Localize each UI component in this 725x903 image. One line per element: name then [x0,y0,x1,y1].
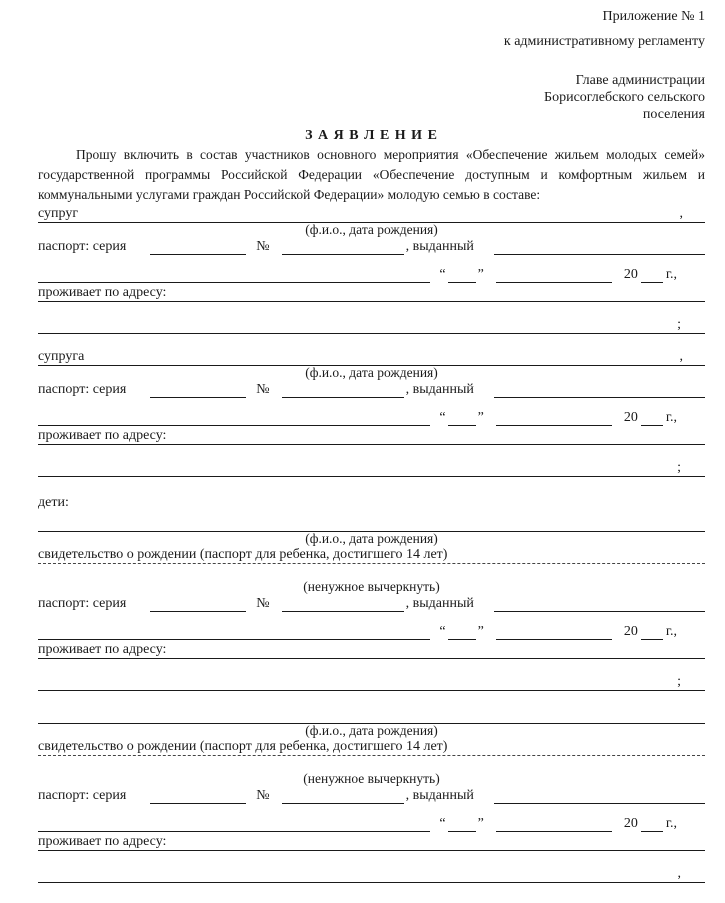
open-quote: “ [439,410,446,425]
issued-by-field [494,803,705,804]
number-sign-label: № [256,239,270,254]
address-label: проживает по адресу: [38,428,167,443]
child2-name-line [38,707,705,724]
addressee-block [38,72,705,123]
issued-by-continuation-field [38,639,430,640]
issued-by-continuation-field [38,282,430,283]
fio-hint: (ф.и.о., дата рождения) [305,531,438,546]
spouse1-passport-row [38,238,705,255]
passport-number-field [282,254,404,255]
spouse1-name-comma: , [679,206,683,221]
appendix-number-line: Приложение № 1 [602,9,705,24]
child1-birth-certificate-line [38,546,705,564]
spouse2-section [38,348,705,477]
address-label: проживает по адресу: [38,834,167,849]
year-prefix: 20 [623,410,638,425]
issued-label: , выданный [405,239,474,254]
year-suffix: г., [665,267,677,282]
issued-by-field [494,397,705,398]
issued-by-continuation-field [38,831,430,832]
spouse1-block-end-mark: ; [677,317,681,332]
spouse2-block-end-mark: ; [677,460,681,475]
year-field [641,831,663,832]
spouse2-address-continuation-line [38,459,705,477]
intro-paragraph: Прошу включить в состав участников основного мероприятия «Обеспечение жильем молодых семей» государственной программы Российской Федерации «Обеспечение доступным и комфортным жильем и коммунальными услугами граждан Российской Федерации» молодую семью в составе: [38,147,705,202]
child1-address-row [38,641,705,659]
spouse1-section [38,205,705,334]
month-field [496,425,612,426]
address-label: проживает по адресу: [38,285,167,300]
passport-series-field [150,611,246,612]
document-title: З А Я В Л Е Н И Е [305,128,438,143]
spouse1-name-line [38,205,705,223]
child1-address-continuation-line [38,673,705,691]
spouse1-issue-date-row [38,266,705,283]
close-quote: ” [477,816,484,831]
fio-hint: (ф.и.о., дата рождения) [305,365,438,380]
year-prefix: 20 [623,624,638,639]
month-field [496,831,612,832]
year-field [641,425,663,426]
child2-block-end-mark: , [677,866,681,881]
passport-series-label: паспорт: серия [38,788,127,803]
number-sign-label: № [256,788,270,803]
year-suffix: г., [665,410,677,425]
year-suffix: г., [665,624,677,639]
month-field [496,282,612,283]
year-prefix: 20 [623,267,638,282]
spouse2-name-comma: , [679,349,683,364]
strike-out-hint: (ненужное вычеркнуть) [303,771,440,786]
child1-block-end-mark: ; [677,674,681,689]
issued-by-continuation-field [38,425,430,426]
child2-section [38,707,705,883]
spouse2-passport-row [38,381,705,398]
child1-passport-row [38,595,705,612]
spouse2-issue-date-row [38,409,705,426]
spouse2-label: супруга [38,349,85,364]
child2-issue-date-row [38,815,705,832]
day-field [448,425,476,426]
open-quote: “ [439,816,446,831]
birth-certificate-label: свидетельство о рождении (паспорт для ребенка, достигшего 14 лет) [38,739,448,754]
number-sign-label: № [256,382,270,397]
issued-label: , выданный [405,788,474,803]
child2-address-continuation-line [38,865,705,883]
passport-series-field [150,254,246,255]
address-label: проживает по адресу: [38,642,167,657]
close-quote: ” [477,410,484,425]
passport-series-field [150,803,246,804]
child1-issue-date-row [38,623,705,640]
addressee-line-2: Борисоглебского сельского [544,90,705,105]
child2-birth-certificate-line [38,738,705,756]
fio-hint: (ф.и.о., дата рождения) [305,222,438,237]
day-field [448,282,476,283]
open-quote: “ [439,267,446,282]
birth-certificate-label: свидетельство о рождении (паспорт для ребенка, достигшего 14 лет) [38,547,448,562]
passport-series-label: паспорт: серия [38,596,127,611]
number-sign-label: № [256,596,270,611]
spouse2-address-row [38,427,705,445]
spouse1-address-row [38,284,705,302]
passport-series-label: паспорт: серия [38,239,127,254]
appendix-regulation-line: к административному регламенту [503,34,705,49]
passport-number-field [282,611,404,612]
month-field [496,639,612,640]
day-field [448,831,476,832]
passport-series-label: паспорт: серия [38,382,127,397]
year-prefix: 20 [623,816,638,831]
passport-number-field [282,803,404,804]
day-field [448,639,476,640]
passport-number-field [282,397,404,398]
close-quote: ” [477,624,484,639]
passport-series-field [150,397,246,398]
child2-passport-row [38,787,705,804]
addressee-line-1: Главе администрации [575,73,705,88]
year-field [641,639,663,640]
child2-address-row [38,833,705,851]
strike-out-hint: (ненужное вычеркнуть) [303,579,440,594]
addressee-line-3: поселения [642,107,705,122]
child1-name-line [38,515,705,532]
spouse1-address-continuation-line [38,316,705,334]
issued-label: , выданный [405,596,474,611]
fio-hint: (ф.и.о., дата рождения) [305,723,438,738]
spouse1-label: супруг [38,206,79,221]
spouse2-name-line [38,348,705,366]
close-quote: ” [477,267,484,282]
issued-by-field [494,611,705,612]
year-suffix: г., [665,816,677,831]
open-quote: “ [439,624,446,639]
year-field [641,282,663,283]
issued-label: , выданный [405,382,474,397]
issued-by-field [494,254,705,255]
children-label: дети: [38,495,69,510]
child1-section [38,515,705,691]
